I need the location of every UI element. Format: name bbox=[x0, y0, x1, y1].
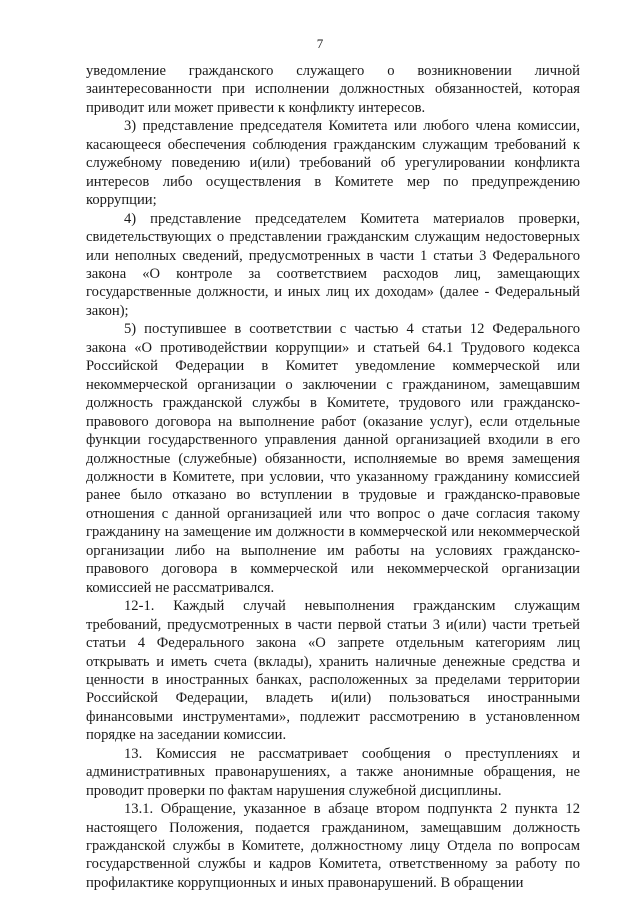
paragraph-item-3: 3) представление председателя Комитета или любого члена комиссии, касающееся обеспечения соблюдения гражданским служащим требований к служебному поведению и(или) требований об урегулировании конфликта интересов либо осуществления в Комитете мер по предупреждению коррупции; bbox=[86, 118, 580, 209]
paragraph-13: 13. Комиссия не рассматривает сообщения о преступлениях и административных правонарушениях, а также анонимные обращения, не проводит проверки по фактам нарушения служебной дисциплины. bbox=[86, 745, 580, 799]
paragraph-item-5: 5) поступившее в соответствии с частью 4 статьи 12 Федерального закона «О противодействии коррупции» и статьей 64.1 Трудового кодекса Российской Федерации в Комитет уведомление коммерческой или некоммерческой организации о заключении с гражданином, замещавшим должность гражданской службы в Комитете, трудового или гражданско-правового договора на выполнение работ (оказание услуг), если отдельные функции государственного управления данной организацией входили в его должностные (служебные) обязанности, исполняемые во время замещения должности в Комитете, при условии, что указанному гражданину комиссией ранее было отказано во вступлении в трудовые и гражданско-правовые отношения с данной организацией или что вопрос о даче согласия такому гражданину на замещение им должности в коммерческой или некоммерческой организации либо на выполнение им работы на условиях гражданско-правового договора в коммерческой или некоммерческой организации комиссией не рассматривался. bbox=[86, 321, 580, 596]
document-body bbox=[86, 62, 580, 892]
paragraph-12-1: 12-1. Каждый случай невыполнения гражданским служащим требований, предусмотренных в части первой статьи 3 и(или) части третьей статьи 4 Федерального закона «О запрете отдельным категориям лиц открывать и иметь счета (вклады), хранить наличные денежные средства и ценности в иностранных банках, расположенных за пределами территории Российской Федерации, владеть и(или) пользоваться иностранными финансовыми инструментами», подлежит рассмотрению в установленном порядке на заседании комиссии. bbox=[86, 598, 580, 744]
paragraph-continuation: уведомление гражданского служащего о возникновении личной заинтересованности при исполнении должностных обязанностей, которая приводит или может привести к конфликту интересов. bbox=[86, 63, 580, 116]
paragraph-item-4: 4) представление председателем Комитета материалов проверки, свидетельствующих о представлении гражданским служащим недостоверных или неполных сведений, предусмотренных в части 1 статьи 3 Федерального закона «О контроле за соответствием расходов лиц, замещающих государственные должности, и иных лиц их доходам» (далее - Федеральный закон); bbox=[86, 210, 580, 319]
page-number: 7 bbox=[316, 36, 324, 51]
paragraph-13-1: 13.1. Обращение, указанное в абзаце втором подпункта 2 пункта 12 настоящего Положения, подается гражданином, замещавшим должность гражданской службы в Комитете, должностному лицу Отдела по вопросам государственной службы и кадров Комитета, ответственному за работу по профилактике коррупционных и иных правонарушений. В обращении bbox=[86, 801, 580, 891]
